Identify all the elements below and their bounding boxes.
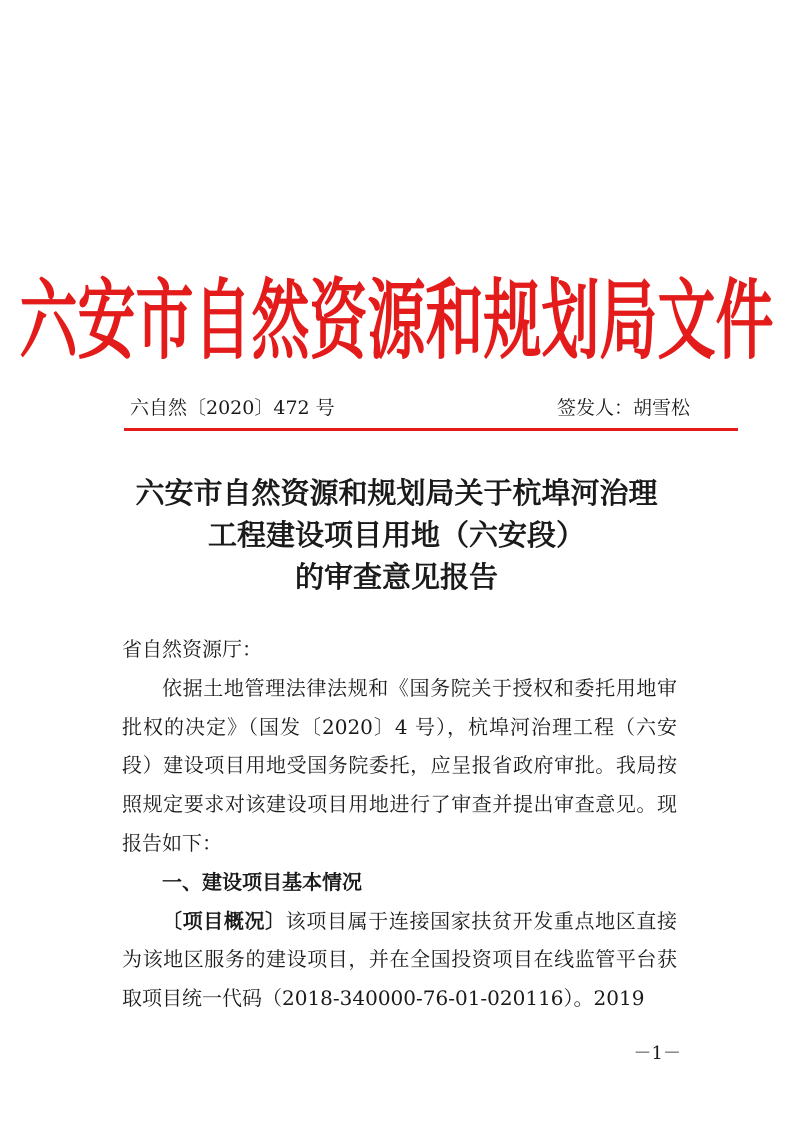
overview-label: 〔项目概况〕 [162, 908, 286, 933]
salutation: 省自然资源厅： [122, 637, 262, 661]
intro-paragraph: 依据土地管理法律法规和《国务院关于授权和委托用地审批权的决定》（国发〔2020〕4 号），杭埠河治理工程（六安段）建设项目用地受国务院委托，应呈报省政府审批。我局按照规定要求对该建设项目用地进行了审查并提出审查意见。现报告如下： [122, 675, 677, 855]
document-number-line [130, 393, 690, 423]
document-number: 六自然〔2020〕472 号 [130, 397, 335, 419]
page-number: －1－ [633, 1043, 681, 1064]
red-divider-line [124, 428, 738, 431]
report-title-line-1: 六安市自然资源和规划局关于杭埠河治理 [135, 476, 658, 510]
document-header-title: 六安市自然资源和规划局文件 [19, 269, 774, 372]
section-heading-1: 一、建设项目基本情况 [162, 869, 362, 894]
document-body [122, 630, 677, 1018]
overview-paragraph [122, 902, 677, 1018]
overview-text: 该项目属于连接国家扶贫开发重点地区直接为该地区服务的建设项目，并在全国投资项目在线监管平台获取项目统一代码（2018-340000-76-01-020116）。2019 [122, 908, 677, 1011]
signer: 签发人：胡雪松 [556, 397, 690, 419]
report-title [0, 472, 793, 598]
report-title-line-3: 的审查意见报告 [294, 560, 498, 594]
report-title-line-2: 工程建设项目用地（六安段） [207, 518, 585, 552]
